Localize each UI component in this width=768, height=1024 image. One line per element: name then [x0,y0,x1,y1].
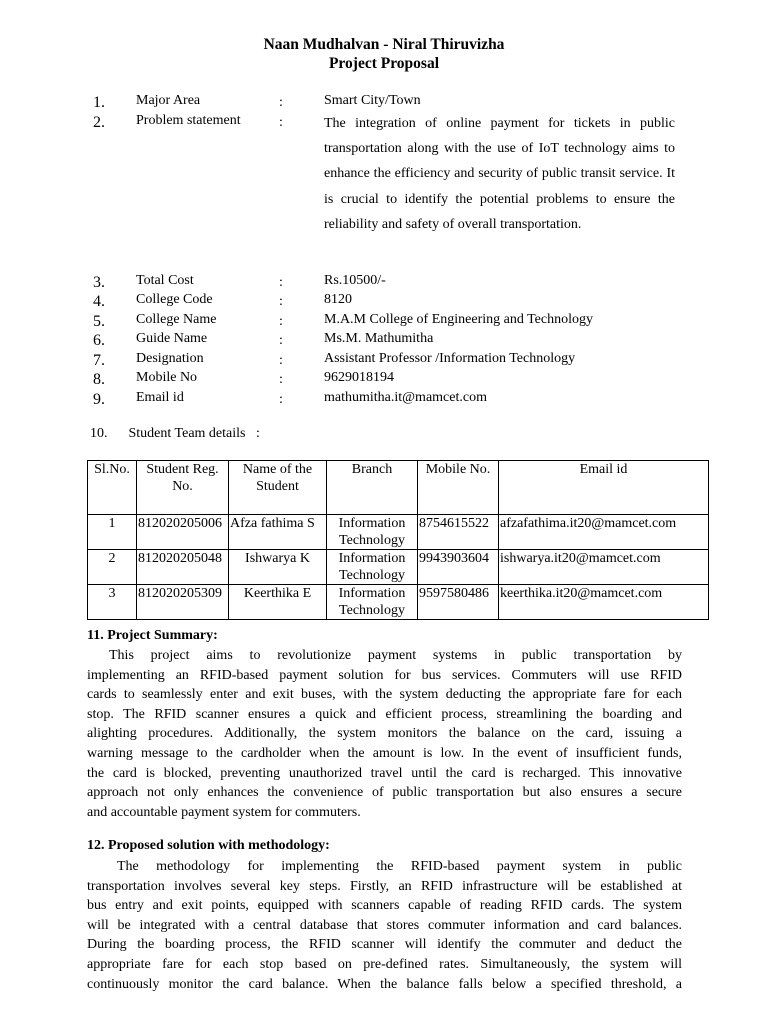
field-number: 3. [93,274,105,291]
cell-mobile: 9597580486 [418,585,499,620]
field-number: 8. [93,371,105,388]
field-colon: : [279,115,283,130]
field-label-mobile-no: Mobile No [136,370,198,385]
summary-line: implementing an RFID-based payment solution for bus services. Commuters will use RFID [87,667,682,683]
team-heading-label: Student Team details [128,426,246,441]
methodology-line: will be integrated with a central database that stores commuter information and card balances. [87,917,682,933]
column-header-reg-no: Student Reg. No. [137,461,229,515]
field-number: 9. [93,391,105,408]
summary-line: alighting procedures. Additionally, the system monitors the balance on the card, issuing a [87,726,682,742]
field-label-email-id: Email id [136,390,184,405]
field-colon: : [279,372,283,387]
column-header-branch: Branch [327,461,418,515]
cell-email: ishwarya.it20@mamcet.com [499,550,709,585]
field-value-major-area: Smart City/Town [324,93,421,108]
methodology-line: bus entry and exit points, equipped with scanners capable of reading RFID cards. The system [87,898,682,914]
summary-line: the card is blocked, preventing unauthorized travel until the card is recharged. This innovative [87,765,682,781]
summary-line: and accountable payment system for commuters. [87,804,361,820]
methodology-line: transportation involves several key steps. Firstly, an RFID infrastructure will be established at [87,878,682,894]
cell-email: afzafathima.it20@mamcet.com [499,515,709,550]
field-colon: : [279,275,283,290]
field-number: 5. [93,313,105,330]
field-number: 2. [93,114,105,131]
cell-reg-no: 812020205048 [137,550,229,585]
table-header-row [88,461,709,515]
column-header-mobile: Mobile No. [418,461,499,515]
team-heading-number: 10. [90,426,108,441]
methodology-line: The methodology for implementing the RFID-based payment system in public [117,859,682,874]
summary-line: stop. The RFID scanner ensures a quick and efficient process, streamlining the boarding and [87,706,682,722]
field-number: 6. [93,332,105,349]
table-row [88,515,709,550]
document-subtitle: Project Proposal [328,55,440,72]
cell-mobile: 9943903604 [418,550,499,585]
field-label-problem-statement: Problem statement [136,113,241,128]
methodology-line: During the boarding process, the RFID scanner will identify the commuter and deduct the [87,937,682,953]
field-colon: : [279,353,283,368]
cell-mobile: 8754615522 [418,515,499,550]
cell-branch: Information Technology [327,585,418,620]
field-label-total-cost: Total Cost [136,273,194,288]
field-label-college-code: College Code [136,292,213,307]
cell-branch: Information Technology [327,515,418,550]
cell-name: Afza fathima S [229,515,327,550]
cell-sl-no: 2 [88,550,137,585]
field-number: 7. [93,352,105,369]
cell-reg-no: 812020205309 [137,585,229,620]
field-number: 4. [93,293,105,310]
cell-sl-no: 1 [88,515,137,550]
field-colon: : [279,392,283,407]
field-value-college-code: 8120 [324,292,352,307]
field-value-mobile-no: 9629018194 [324,370,394,385]
column-header-sl-no: Sl.No. [88,461,137,515]
project-summary-paragraph [87,646,682,822]
field-colon: : [279,314,283,329]
methodology-line: continuously monitor the card balance. When the balance falls below a specified threshold, a [87,976,682,992]
summary-line: approach not only enhances the convenience of public transportation but also ensures a secure [87,785,682,801]
summary-line: This project aims to revolutionize payment systems in public transportation by [109,648,682,663]
summary-line: warning message to the cardholder when the amount is low. In the event of insufficient funds, [87,745,682,761]
project-summary-heading: 11. Project Summary: [87,628,218,643]
summary-line: cards to seamlessly enter and exit buses, with the system deducting the appropriate fare for each [87,687,682,703]
field-value-email-id: mathumitha.it@mamcet.com [324,390,487,405]
column-header-email: Email id [499,461,709,515]
field-label-designation: Designation [136,351,204,366]
cell-reg-no: 812020205006 [137,515,229,550]
team-heading [90,426,260,442]
team-table [87,460,709,620]
column-header-name: Name of the Student [229,461,327,515]
cell-name: Ishwarya K [229,550,327,585]
cell-branch: Information Technology [327,550,418,585]
field-label-guide-name: Guide Name [136,331,208,346]
document-title: Naan Mudhalvan - Niral Thiruvizha [263,36,505,53]
methodology-line: appropriate fare for each stop based on pre-defined rates. Simultaneously, the system will [87,956,682,972]
cell-name: Keerthika E [229,585,327,620]
field-colon: : [279,294,283,309]
table-row [88,550,709,585]
methodology-heading: 12. Proposed solution with methodology: [87,838,330,853]
field-colon: : [279,333,283,348]
team-heading-colon: : [255,426,260,441]
field-number: 1. [93,94,105,111]
methodology-paragraph [87,857,682,994]
cell-sl-no: 3 [88,585,137,620]
field-value-total-cost: Rs.10500/- [324,273,386,288]
field-colon: : [279,95,283,110]
field-value-problem-statement: The integration of online payment for tickets in public transportation along with the use of IoT technology aims to enhance the efficiency and security of public transit service. It is crucial to identify the potential problems to ensure the reliability and safety of overall transportation. [324,116,675,232]
field-label-college-name: College Name [136,312,217,327]
field-value-guide-name: Ms.M. Mathumitha [324,331,434,346]
field-value-designation: Assistant Professor /Information Technology [324,351,576,366]
field-label-major-area: Major Area [136,93,201,108]
table-row [88,585,709,620]
cell-email: keerthika.it20@mamcet.com [499,585,709,620]
field-value-college-name: M.A.M College of Engineering and Technology [324,312,593,327]
